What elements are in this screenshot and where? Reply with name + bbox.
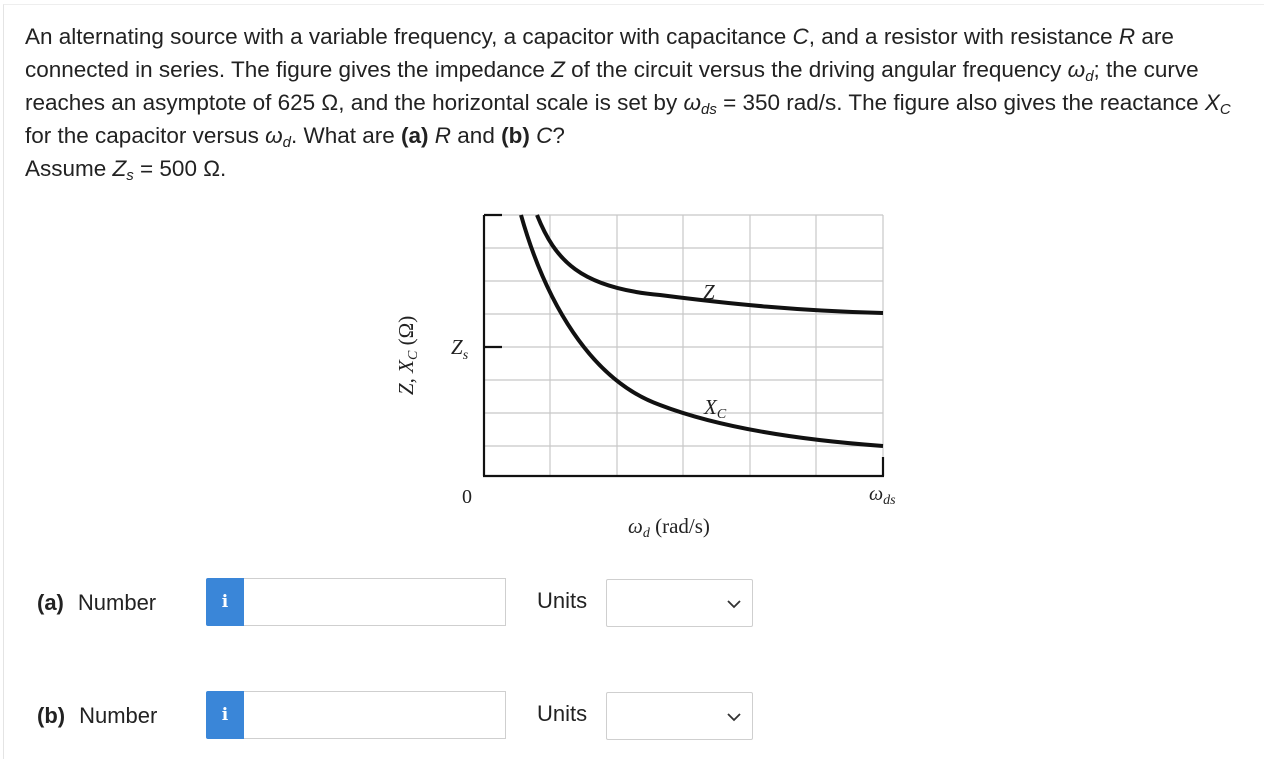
x-end-label: $\omega_{ds}$ <box>869 483 896 508</box>
question-line-5: Assume $Z_s = 500$ Ω. <box>25 156 227 184</box>
units-a-select[interactable] <box>606 579 753 627</box>
zs-tick-label: $Z_s$ <box>451 335 469 363</box>
question-line-1: An alternating source with a variable frequency, a capacitor with capacitance C, and a resistor with resistance R are <box>25 24 1174 49</box>
part-a-label: (a) Number <box>37 590 157 615</box>
answer-a-input[interactable] <box>244 578 506 626</box>
answer-b-input[interactable] <box>244 691 506 739</box>
info-icon[interactable]: i <box>206 691 244 739</box>
impedance-figure <box>370 205 910 550</box>
chevron-down-icon <box>726 596 742 612</box>
answer-row-b <box>0 691 1267 741</box>
question-line-3: reaches an asymptote of 625 Ω, and the horizontal scale is set by $\omega_{ds} = 350$ rad/s. The figure also gives the reactance $X_C$ <box>25 90 1231 118</box>
answer-row-a <box>0 578 1267 628</box>
units-a-label: Units <box>537 588 588 613</box>
xc-curve-label: XC <box>704 395 727 422</box>
units-b-label: Units <box>537 701 588 726</box>
question-line-4: for the capacitor versus $\omega_d$. What are (a) R and (b) C? <box>25 123 565 151</box>
part-b-label: (b) Number <box>37 703 158 728</box>
info-icon[interactable]: i <box>206 578 244 626</box>
x-axis-title: ωd (rad/s) <box>628 514 710 541</box>
chevron-down-icon <box>726 709 742 725</box>
question-text <box>25 20 1250 185</box>
units-b-select[interactable] <box>606 692 753 740</box>
y-axis-title: Z, XC (Ω) <box>394 315 421 395</box>
xc-curve <box>521 215 883 446</box>
z-curve-label: Z <box>703 280 715 304</box>
figure-grid <box>484 215 883 476</box>
question-line-2: connected in series. The figure gives the impedance Z of the circuit versus the driving angular frequency $\omega_d$; the curve <box>25 57 1199 85</box>
x-origin-label: 0 <box>462 486 472 508</box>
